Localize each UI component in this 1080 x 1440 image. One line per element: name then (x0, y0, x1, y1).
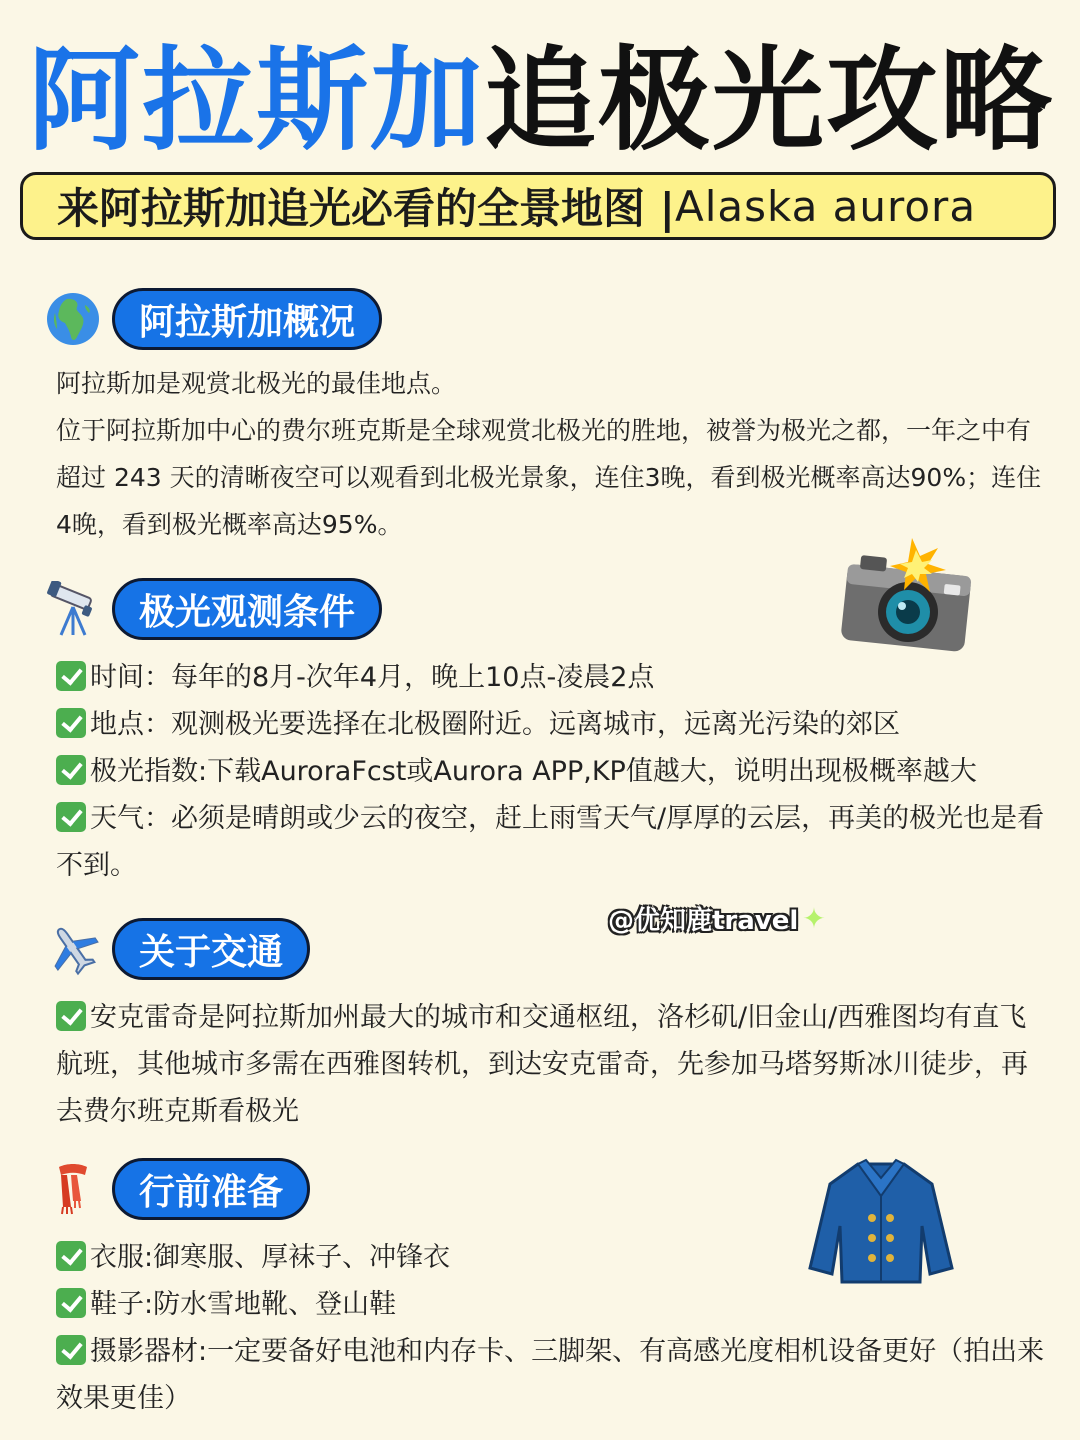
check-icon (56, 661, 86, 691)
telescope-icon (44, 580, 102, 638)
overview-paragraph: 阿拉斯加是观赏北极光的最佳地点。 (56, 369, 457, 398)
section-overview-header (44, 288, 382, 350)
list-item-text: 极光指数:下载AuroraFcst或Aurora APP,KP值越大，说明出现极概率越大 (90, 756, 977, 787)
title-part-blue: 阿拉斯加 (28, 36, 484, 166)
section-conditions-list (56, 654, 1051, 889)
globe-africa-icon (44, 290, 102, 348)
watermark (608, 900, 826, 937)
check-icon (56, 1288, 86, 1318)
title-part-black: 追极光攻略 (484, 36, 1054, 166)
page-title (28, 36, 1054, 166)
section-transport-header (44, 918, 310, 980)
subtitle-cn: 来阿拉斯加追光必看的全景地图 | (57, 184, 675, 233)
check-icon (56, 1241, 86, 1271)
list-item (56, 1328, 1051, 1422)
check-icon (56, 755, 86, 785)
list-item-text: 鞋子:防水雪地靴、登山鞋 (90, 1289, 397, 1320)
sparkle-icon: ✦ (802, 902, 826, 935)
list-item (56, 1234, 1051, 1281)
list-item (56, 748, 1051, 795)
section-overview-title: 阿拉斯加概况 (112, 288, 382, 350)
airplane-icon (44, 920, 102, 978)
section-transport-list (56, 994, 1051, 1135)
list-item (56, 994, 1051, 1135)
section-conditions-header (44, 578, 382, 640)
watermark-text: @优知鹿travel (608, 906, 799, 936)
list-item-text: 天气：必须是晴朗或少云的夜空，赶上雨雪天气/厚厚的云层，再美的极光也是看不到。 (56, 803, 1045, 881)
check-icon (56, 1335, 86, 1365)
check-icon (56, 802, 86, 832)
check-icon (56, 1001, 86, 1031)
section-overview-body (56, 360, 1051, 548)
list-item (56, 1281, 1051, 1328)
scarf-icon (44, 1160, 102, 1218)
camera-flash-icon (838, 534, 978, 658)
list-item-text: 衣服:御寒服、厚袜子、冲锋衣 (90, 1242, 451, 1273)
subtitle-banner (20, 172, 1056, 240)
section-prep-title: 行前准备 (112, 1158, 310, 1220)
check-icon (56, 708, 86, 738)
list-item-text: 安克雷奇是阿拉斯加州最大的城市和交通枢纽，洛杉矶/旧金山/西雅图均有直飞航班，其他城市多需在西雅图转机，到达安克雷奇，先参加马塔努斯冰川徒步，再去费尔班克斯看极光 (56, 1002, 1028, 1127)
list-item-text: 时间：每年的8月-次年4月，晚上10点-凌晨2点 (90, 662, 655, 693)
list-item-text: 地点：观测极光要选择在北极圈附近。远离城市，远离光污染的郊区 (90, 709, 900, 740)
list-item-text: 摄影器材:一定要备好电池和内存卡、三脚架、有高感光度相机设备更好（拍出来效果更佳） (56, 1336, 1045, 1414)
list-item (56, 654, 1051, 701)
section-prep-list (56, 1234, 1051, 1422)
subtitle-en: Alaska aurora (674, 181, 977, 231)
section-transport-title: 关于交通 (112, 918, 310, 980)
section-prep-header (44, 1158, 310, 1220)
section-conditions-title: 极光观测条件 (112, 578, 382, 640)
list-item (56, 795, 1051, 889)
overview-paragraph: 位于阿拉斯加中心的费尔班克斯是全球观赏北极光的胜地，被誉为极光之都，一年之中有超过 243 天的清晰夜空可以观看到北极光景象，连住3晚，看到极光概率高达90%；连住4晚，看到极光概率高达95%。 (56, 416, 1042, 539)
list-item (56, 701, 1051, 748)
